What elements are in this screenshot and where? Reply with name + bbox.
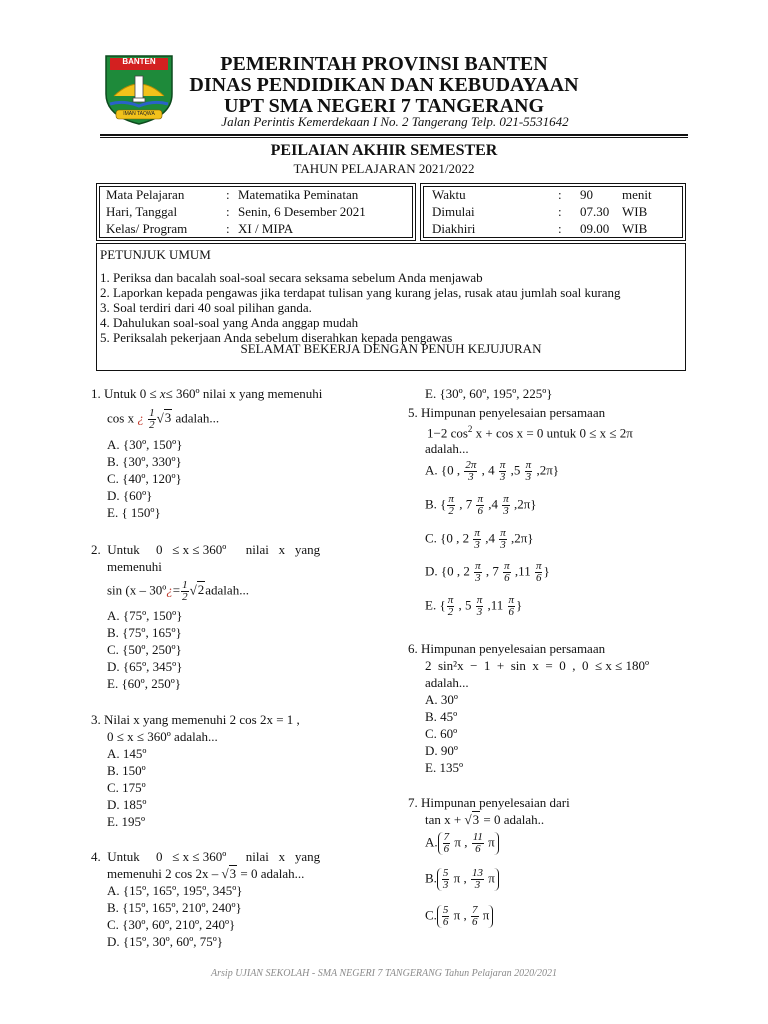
question-7-option-c[interactable]: C. $\frac{5}{6}$ π , $\frac{7}{6}$ π [425, 905, 493, 928]
question-1: 1. Untuk 0 ≤ x≤ 360º nilai x yang memenuhi [91, 386, 323, 401]
question-4: 4. Untuk 0 ≤ x ≤ 360º nilai x yang [91, 849, 321, 864]
option[interactable]: B. {30º, 330º} [107, 454, 182, 469]
exam-year: TAHUN PELAJARAN 2021/2022 [293, 161, 475, 176]
question-2-equation: sin (x – 30º¿= $\frac{1}{2}$ √2adalah... [107, 579, 249, 603]
header-line-2: DINAS PENDIDIKAN DAN KEBUDAYAAN [189, 74, 579, 96]
option[interactable]: C. 175º [107, 780, 146, 795]
header-line-3: UPT SMA NEGERI 7 TANGERANG [223, 95, 545, 117]
question-2-line-2: memenuhi [107, 559, 162, 574]
option[interactable]: A. {15º, 165º, 195º, 345º} [107, 883, 243, 898]
option[interactable]: D. {60º} [107, 488, 153, 503]
instruction-item: 5. Periksalah pekerjaan Anda sebelum diserahkan kepada pengawas [100, 330, 453, 345]
instruction-item: 3. Soal terdiri dari 40 soal pilihan ganda. [100, 300, 312, 315]
page-footer: Arsip UJIAN SEKOLAH - SMA NEGERI 7 TANGERANG Tahun Pelajaran 2020/2021 [211, 968, 557, 979]
option[interactable]: A. 145º [107, 746, 147, 761]
header-rule [100, 134, 688, 136]
option[interactable]: B. {15º, 165º, 210º, 240º} [107, 900, 242, 915]
instruction-item: 2. Laporkan kepada pengawas jika terdapat tulisan yang kurang jelas, rusak atau jumlah soal kurang [100, 285, 621, 300]
info-row: Dimulai : 07.30 WIB [432, 204, 648, 219]
question-4-line-2: memenuhi 2 cos 2x – √3 = 0 adalah... [107, 866, 305, 881]
header-address: Jalan Perintis Kemerdekaan I No. 2 Tangerang Telp. 021-5531642 [221, 114, 569, 129]
info-row: Hari, Tanggal : Senin, 6 Desember 2021 [106, 204, 366, 219]
question-4-option-e[interactable]: E. {30º, 60º, 195º, 225º} [425, 386, 553, 401]
option[interactable]: D. {15º, 30º, 60º, 75º} [107, 934, 223, 949]
info-row: Diakhiri : 09.00 WIB [432, 221, 648, 236]
question-7-equation: tan x + √3 = 0 adalah.. [425, 812, 545, 827]
option[interactable]: B. {75º, 165º} [107, 625, 182, 640]
instructions-list [100, 270, 621, 345]
question-7: 7. Himpunan penyelesaian dari [408, 795, 570, 810]
question-5: 5. Himpunan penyelesaian persamaan [408, 405, 606, 420]
instruction-item: 1. Periksa dan bacalah soal-soal secara seksama sebelum Anda menjawab [100, 270, 483, 285]
option[interactable]: A. 30º [425, 692, 458, 707]
option[interactable]: C. 60º [425, 726, 458, 741]
info-row: Waktu : 90 menit [432, 187, 652, 202]
option[interactable]: C. {40º, 120º} [107, 471, 182, 486]
question-5-option-e[interactable]: E. { $\frac{\pi}{2}$ , 5 $\frac{\pi}{3}$ ,11 $\frac{\pi}{6}$ } [425, 594, 523, 618]
question-2-options [107, 607, 182, 692]
option[interactable]: C. {50º, 250º} [107, 642, 182, 657]
option[interactable]: A. {75º, 150º} [107, 608, 183, 623]
option[interactable]: E. 135º [425, 760, 463, 775]
instructions-closing: SELAMAT BEKERJA DENGAN PENUH KEJUJURAN [240, 341, 542, 356]
question-3-options [107, 745, 146, 830]
subject-info [106, 186, 366, 237]
time-info [432, 186, 652, 237]
question-5-option-a[interactable]: A. {0 , $\frac{2\pi}{3}$ , 4 $\frac{\pi}{3}$ ,5 $\frac{\pi}{3}$ ,2π} [425, 459, 559, 483]
option[interactable]: E. { 150º} [107, 505, 161, 520]
question-6-line-3: adalah... [425, 675, 469, 690]
question-6: 6. Himpunan penyelesaian persamaan [408, 641, 606, 656]
instructions-title: PETUNJUK UMUM [100, 247, 211, 262]
question-4-options [107, 882, 243, 950]
question-7-option-b[interactable]: B. $\frac{5}{3}$ π , $\frac{13}{3}$ π [425, 868, 499, 891]
question-5-line-3: adalah... [425, 441, 469, 456]
question-6-equation: 2 sin²x − 1 + sin x = 0 , 0 ≤ x ≤ 180º [425, 658, 650, 673]
exam-title: PEILAIAN AKHIR SEMESTER [270, 142, 498, 159]
option[interactable]: D. 90º [425, 743, 458, 758]
question-3-line-2: 0 ≤ x ≤ 360º adalah... [107, 729, 218, 744]
question-1-equation: cos x ¿ $\frac{1}{2}$ √3 adalah... [107, 407, 220, 431]
question-2: 2. Untuk 0 ≤ x ≤ 360º nilai x yang [91, 542, 321, 557]
info-row: Kelas/ Program : XI / MIPA [106, 221, 294, 236]
info-row: Mata Pelajaran : Matematika Peminatan [106, 187, 359, 202]
question-6-options [425, 691, 463, 776]
logo-motto: IMAN TAQWA [123, 111, 155, 117]
header-line-1: PEMERINTAH PROVINSI BANTEN [220, 53, 548, 75]
option[interactable]: D. {65º, 345º} [107, 659, 183, 674]
question-5-option-c[interactable]: C. {0 , 2 $\frac{\pi}{3}$ ,4 $\frac{\pi}{3}$ ,2π} [425, 527, 534, 551]
instruction-item: 4. Dahulukan soal-soal yang Anda anggap mudah [100, 315, 359, 330]
question-7-option-a[interactable]: A. $\frac{7}{6}$ π , $\frac{11}{6}$ π [425, 832, 499, 855]
header-rule-thin [100, 137, 688, 138]
option[interactable]: E. 195º [107, 814, 145, 829]
option[interactable]: A. {30º, 150º} [107, 437, 183, 452]
question-5-equation: 1−2 $\cos^2 x + \cos x = 0$ untuk 0 ≤ x ≤ 2π [427, 424, 633, 441]
option[interactable]: D. 185º [107, 797, 147, 812]
question-1-options [107, 436, 182, 521]
option[interactable]: B. 150º [107, 763, 146, 778]
option[interactable]: B. 45º [425, 709, 458, 724]
question-3: 3. Nilai x yang memenuhi 2 cos 2x = 1 , [91, 712, 300, 727]
instructions-box [96, 243, 686, 371]
question-5-option-b[interactable]: B. { $\frac{\pi}{2}$ , 7 $\frac{\pi}{6}$ ,4 $\frac{\pi}{3}$ ,2π} [425, 493, 537, 517]
question-5-option-d[interactable]: D. {0 , 2 $\frac{\pi}{3}$ , 7 $\frac{\pi}{6}$ ,11 $\frac{\pi}{6}$ } [425, 560, 550, 584]
logo-text: BANTEN [122, 57, 156, 66]
option[interactable]: E. {60º, 250º} [107, 676, 181, 691]
option[interactable]: C. {30º, 60º, 210º, 240º} [107, 917, 236, 932]
